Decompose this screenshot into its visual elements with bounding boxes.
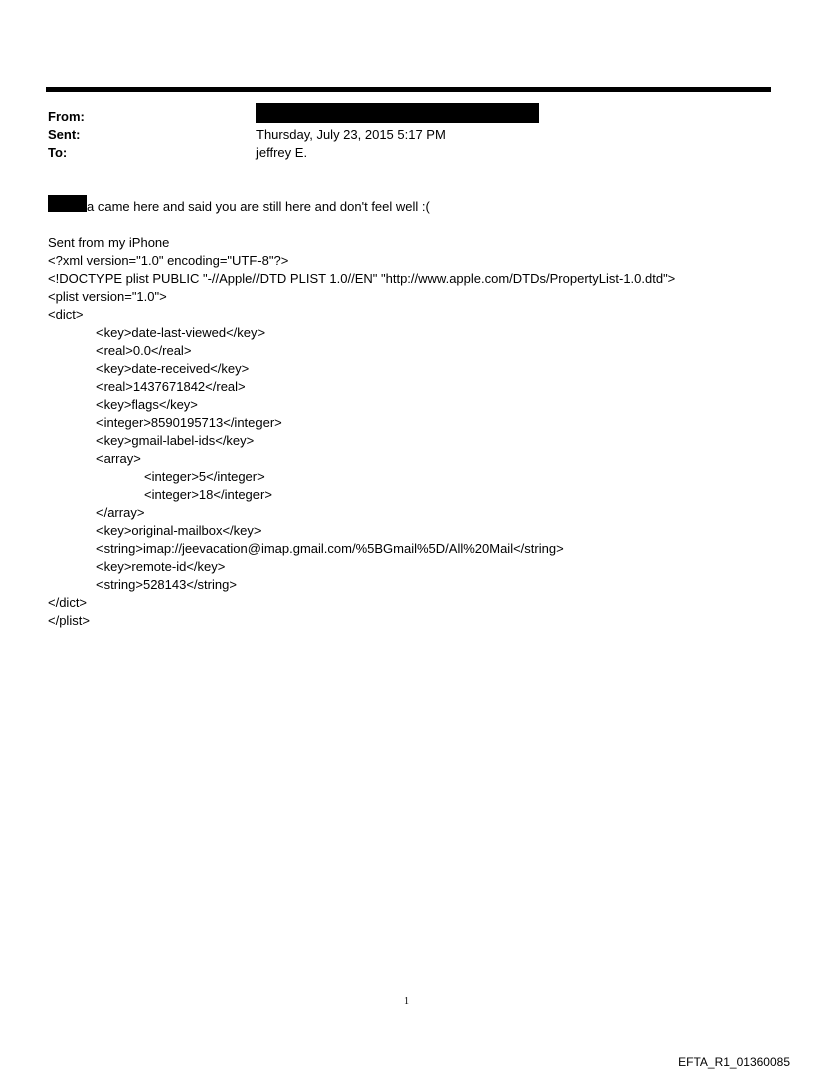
signature-line: Sent from my iPhone (48, 235, 170, 250)
redacted-sender (256, 103, 539, 123)
xml-line: <integer>5</integer> (144, 469, 265, 484)
header-rule (46, 87, 771, 92)
xml-line: <key>remote-id</key> (96, 559, 226, 574)
xml-line: <dict> (48, 307, 84, 322)
xml-line: <!DOCTYPE plist PUBLIC "-//Apple//DTD PLIST 1.0//EN" "http://www.apple.com/DTDs/PropertyList-1.0.dtd"> (48, 271, 676, 286)
xml-line: <string>528143</string> (96, 577, 237, 592)
xml-line: <key>gmail-label-ids</key> (96, 433, 255, 448)
xml-line: <integer>18</integer> (144, 487, 272, 502)
to-label: To: (48, 145, 68, 160)
to-value: jeffrey E. (256, 145, 308, 160)
xml-line: </plist> (48, 613, 90, 628)
xml-line: <plist version="1.0"> (48, 289, 167, 304)
xml-line: <key>original-mailbox</key> (96, 523, 262, 538)
xml-line: <real>0.0</real> (96, 343, 192, 358)
xml-line: <integer>8590195713</integer> (96, 415, 282, 430)
xml-line: <key>date-received</key> (96, 361, 250, 376)
xml-line: <key>date-last-viewed</key> (96, 325, 266, 340)
xml-line: <real>1437671842</real> (96, 379, 246, 394)
xml-line: <string>imap://jeevacation@imap.gmail.com/%5BGmail%5D/All%20Mail</string> (96, 541, 564, 556)
sent-value: Thursday, July 23, 2015 5:17 PM (256, 127, 446, 142)
xml-line: <?xml version="1.0" encoding="UTF-8"?> (48, 253, 289, 268)
xml-line: </dict> (48, 595, 88, 610)
document-id: EFTA_R1_01360085 (678, 1055, 790, 1069)
message-first-line: a came here and said you are still here and don't feel well :( (87, 199, 430, 214)
sent-label: Sent: (48, 127, 81, 142)
xml-line: </array> (96, 505, 145, 520)
xml-line: <key>flags</key> (96, 397, 198, 412)
from-label: From: (48, 109, 85, 124)
xml-line: <array> (96, 451, 141, 466)
redacted-name (48, 195, 87, 212)
page-number: 1 (404, 996, 409, 1007)
